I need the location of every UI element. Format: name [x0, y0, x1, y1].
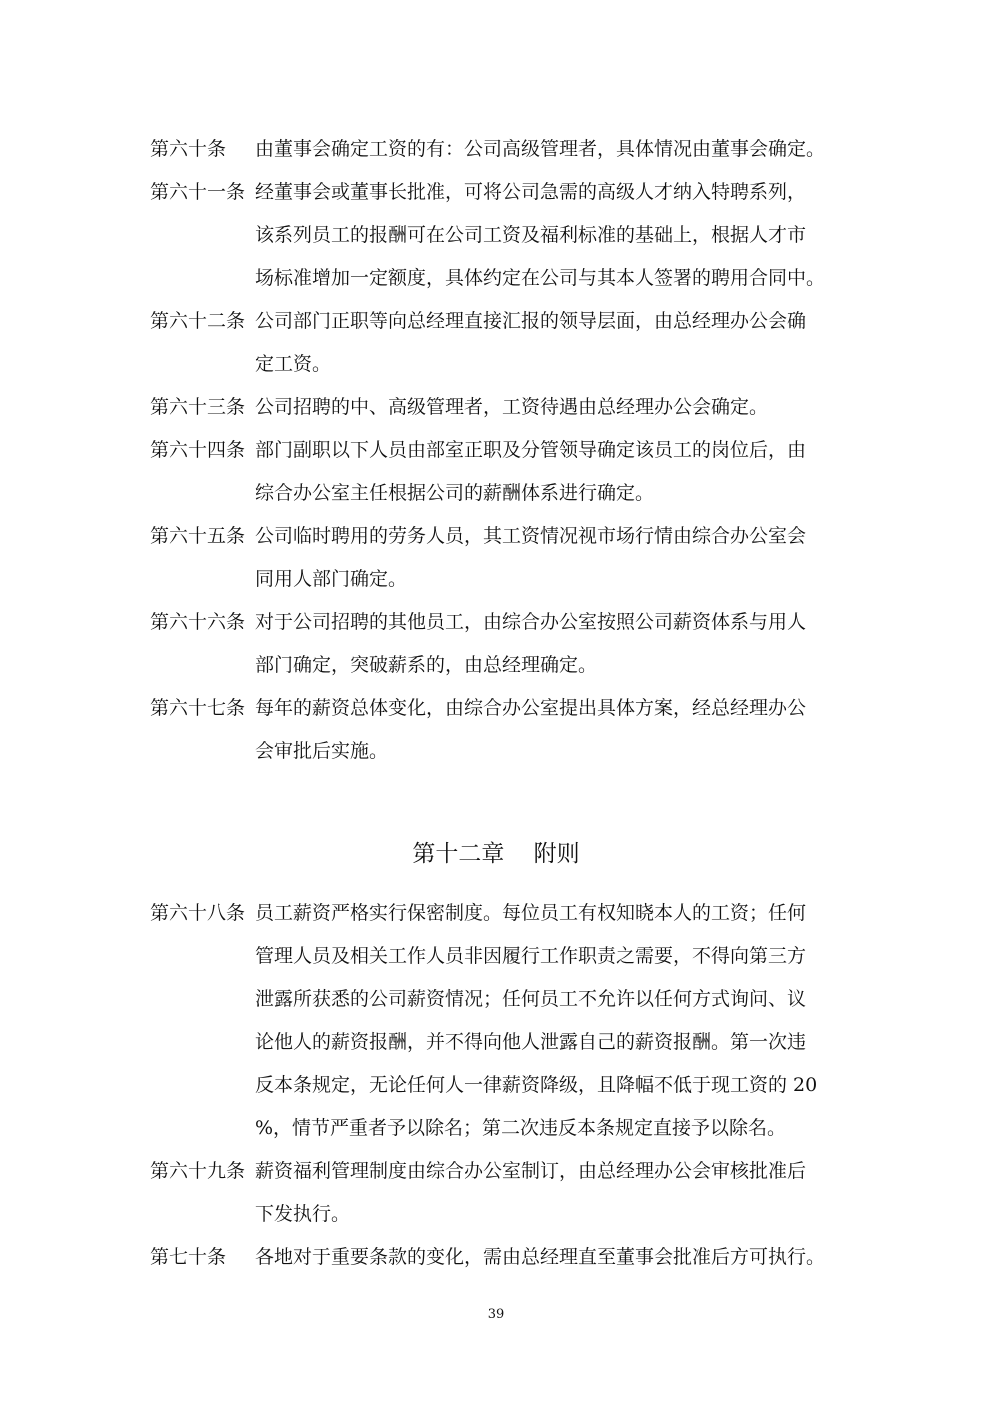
article-label: 第六十七条 — [150, 697, 246, 719]
article-label: 第六十四条 — [150, 439, 246, 461]
article-label: 第六十五条 — [150, 525, 246, 547]
article-label: 第六十九条 — [150, 1160, 246, 1182]
article-label: 第六十六条 — [150, 611, 246, 633]
article-70 — [150, 1236, 850, 1279]
article-text: 公司临时聘用的劳务人员，其工资情况视市场行情由综合办公室会 同用人部门确定。 — [255, 525, 807, 590]
article-label: 第六十条 — [150, 138, 227, 160]
article-text: 薪资福利管理制度由综合办公室制订，由总经理办公会审核批准后 下发执行。 — [255, 1160, 807, 1225]
article-65 — [150, 515, 850, 601]
article-text: 员工薪资严格实行保密制度。每位员工有权知晓本人的工资；任何 管理人员及相关工作人员非因履行工作职责之需要，不得向第三方 泄露所获悉的公司薪资情况；任何员工不允许以任何方式询问、议 论他人的薪资报酬，并不得向他人泄露自己的薪资报酬。第一次违 反本条规定，无论任何人一律薪资降级，且降幅不低于现工资的 20 %，情节严重者予以除名；第二次违反本条规定直接予以除名。 — [255, 902, 818, 1139]
article-list-appendix — [150, 892, 850, 1279]
article-list-compensation — [150, 128, 850, 773]
article-text: 对于公司招聘的其他员工，由综合办公室按照公司薪资体系与用人 部门确定，突破薪系的，由总经理确定。 — [255, 611, 807, 676]
article-64 — [150, 429, 850, 515]
article-text: 经董事会或董事长批准，可将公司急需的高级人才纳入特聘系列， 该系列员工的报酬可在公司工资及福利标准的基础上，根据人才市 场标准增加一定额度，具体约定在公司与其本人签署的聘用合同中。 — [255, 181, 826, 289]
article-text: 公司部门正职等向总经理直接汇报的领导层面，由总经理办公会确 定工资。 — [255, 310, 807, 375]
article-label: 第七十条 — [150, 1246, 227, 1268]
chapter-title: 第十二章 附则 — [412, 841, 580, 867]
article-text: 公司招聘的中、高级管理者，工资待遇由总经理办公会确定。 — [255, 396, 769, 418]
article-text: 每年的薪资总体变化，由综合办公室提出具体方案，经总经理办公 会审批后实施。 — [255, 697, 807, 762]
article-68 — [150, 892, 850, 1150]
article-label: 第六十二条 — [150, 310, 246, 332]
article-text: 由董事会确定工资的有：公司高级管理者，具体情况由董事会确定。 — [255, 138, 826, 160]
article-label: 第六十三条 — [150, 396, 246, 418]
article-67 — [150, 687, 850, 773]
article-60 — [150, 128, 850, 171]
article-label: 第六十一条 — [150, 181, 246, 203]
article-69 — [150, 1150, 850, 1236]
article-text: 各地对于重要条款的变化，需由总经理直至董事会批准后方可执行。 — [255, 1246, 826, 1268]
article-61 — [150, 171, 850, 300]
article-63 — [150, 386, 850, 429]
article-62 — [150, 300, 850, 386]
article-text: 部门副职以下人员由部室正职及分管领导确定该员工的岗位后，由 综合办公室主任根据公司的薪酬体系进行确定。 — [255, 439, 807, 504]
page-number: 39 — [487, 1307, 505, 1322]
article-66 — [150, 601, 850, 687]
article-label: 第六十八条 — [150, 902, 246, 924]
